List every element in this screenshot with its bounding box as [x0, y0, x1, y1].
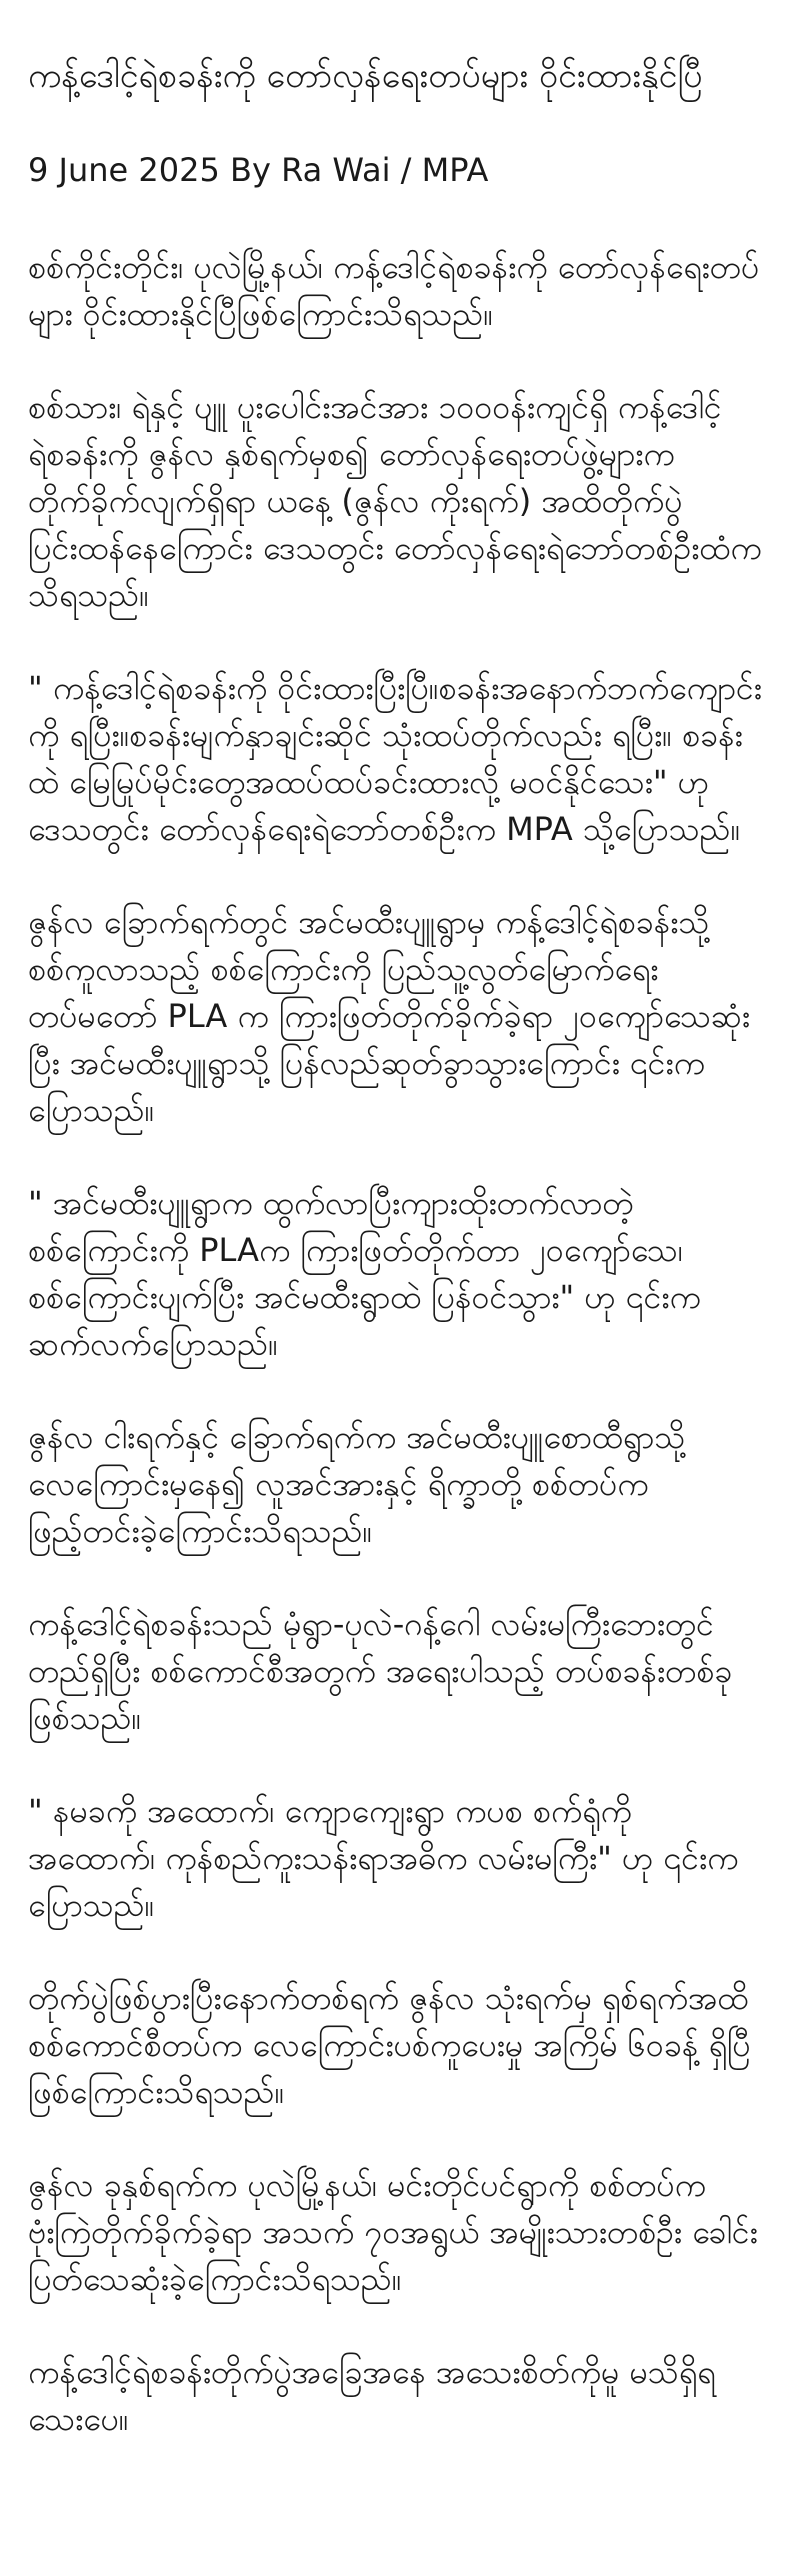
article-paragraph: ဇွန်လ ခြောက်ရက်တွင် အင်မထီးပျူရွာမှ ကန့်ဒေါင့်ရဲစခန်းသို့ စစ်ကူလာသည့် စစ်ကြောင်းကို ပြည်သူ့လွတ်မြောက်ရေးတပ်မတော် PLA က ကြားဖြတ်တိုက်ခိုက်ခဲ့ရာ ၂၀ကျော်သေဆုံးပြီး အင်မထီးပျူရွာသို့ ပြန်လည်ဆုတ်ခွာသွားကြောင်း ၎င်းကပြောသည်။ — [28, 903, 750, 1129]
article-byline: 9 June 2025 By Ra Wai / MPA — [28, 151, 489, 189]
article-paragraph: " ကန့်ဒေါင့်ရဲစခန်းကို ဝိုင်းထားပြီးပြီ။စခန်းအနောက်ဘက်ကျောင်းကို ရပြီး။စခန်းမျက်နှာချင်းဆိုင် သုံးထပ်တိုက်လည်း ရပြီး။ စခန်းထဲ မြေမြုပ်မိုင်းတွေအထပ်ထပ်ခင်းထားလို့ မဝင်နိုင်သေး" ဟု ဒေသတွင်း တော်လှန်ရေးရဲဘော်တစ်ဦးက MPA သို့ပြောသည်။ — [28, 669, 762, 848]
article-paragraph: " နမခကို အထောက်၊ ကျောကျေးရွာ ကပစ စက်ရုံကို အထောက်၊ ကုန်စည်ကူးသန်းရာအဓိက လမ်းမကြီး" ဟု ၎င်းကပြောသည်။ — [28, 1792, 739, 1924]
article-paragraph: စစ်သား၊ ရဲနှင့် ပျူ ပူးပေါင်းအင်အား ၁၀၀၀န်းကျင်ရှိ ကန့်ဒေါင့်ရဲစခန်းကို ဇွန်လ နှစ်ရက်မှစ၍ တော်လှန်ရေးတပ်ဖွဲ့များက တိုက်ခိုက်လျက်ရှိရာ ယနေ့ (ဇွန်လ ကိုးရက်) အထိတိုက်ပွဲပြင်းထန်နေကြောင်း ဒေသတွင်း တော်လှန်ရေးရဲဘော်တစ်ဦးထံက သိရသည်။ — [28, 388, 762, 614]
article-headline: ကန့်ဒေါင့်ရဲစခန်းကို တော်လှန်ရေးတပ်များ ဝိုင်းထားနိုင်ပြီ — [28, 56, 703, 96]
article-paragraph: စစ်ကိုင်းတိုင်း၊ ပုလဲမြို့နယ်၊ ကန့်ဒေါင့်ရဲစခန်းကို တော်လှန်ရေးတပ်များ ဝိုင်းထားနိုင်ပြီဖြစ်ကြောင်းသိရသည်။ — [28, 248, 760, 333]
article-paragraph: " အင်မထီးပျူရွာက ထွက်လာပြီးကျားထိုးတက်လာတဲ့ စစ်ကြောင်းကို PLAက ကြားဖြတ်တိုက်တာ ၂၀ကျော်သေ၊ စစ်ကြောင်းပျက်ပြီး အင်မထီးရွာထဲ ပြန်ဝင်သွား" ဟု ၎င်းက ဆက်လက်ပြောသည်။ — [28, 1184, 701, 1363]
article-paragraph: ကန့်ဒေါင့်ရဲစခန်းသည် မုံရွာ-ပုလဲ-ဂန့်ဂေါ လမ်းမကြီးဘေးတွင်တည်ရှိပြီး စစ်ကောင်စီအတွက် အရေးပါသည့် တပ်စခန်းတစ်ခုဖြစ်သည်။ — [28, 1605, 733, 1737]
article-paragraph: ကန့်ဒေါင့်ရဲစခန်းတိုက်ပွဲအခြေအနေ အသေးစိတ်ကိုမူ မသိရှိရသေးပေ။ — [28, 2353, 716, 2438]
article-paragraph: ဇွန်လ ငါးရက်နှင့် ခြောက်ရက်က အင်မထီးပျူစောထီရွာသို့ လေကြောင်းမှနေ၍ လူအင်အားနှင့် ရိက္ခာတို့ စစ်တပ်က ဖြည့်တင်းခဲ့ကြောင်းသိရသည်။ — [28, 1418, 686, 1550]
article-paragraph: တိုက်ပွဲဖြစ်ပွားပြီးနောက်တစ်ရက် ဇွန်လ သုံးရက်မှ ရှစ်ရက်အထိ စစ်ကောင်စီတပ်က လေကြောင်းပစ်ကူပေးမှု အကြိမ် ၆၀ခန့် ရှိပြီဖြစ်ကြောင်းသိရသည်။ — [28, 1979, 751, 2111]
article-paragraph: ဇွန်လ ခုနှစ်ရက်က ပုလဲမြို့နယ်၊ မင်းတိုင်ပင်ရွာကို စစ်တပ်က ဗုံးကြဲတိုက်ခိုက်ခဲ့ရာ အသက် ၇၀အရွယ် အမျိုးသားတစ်ဦး ခေါင်းပြတ်သေဆုံးခဲ့ကြောင်းသိရသည်။ — [28, 2166, 758, 2298]
